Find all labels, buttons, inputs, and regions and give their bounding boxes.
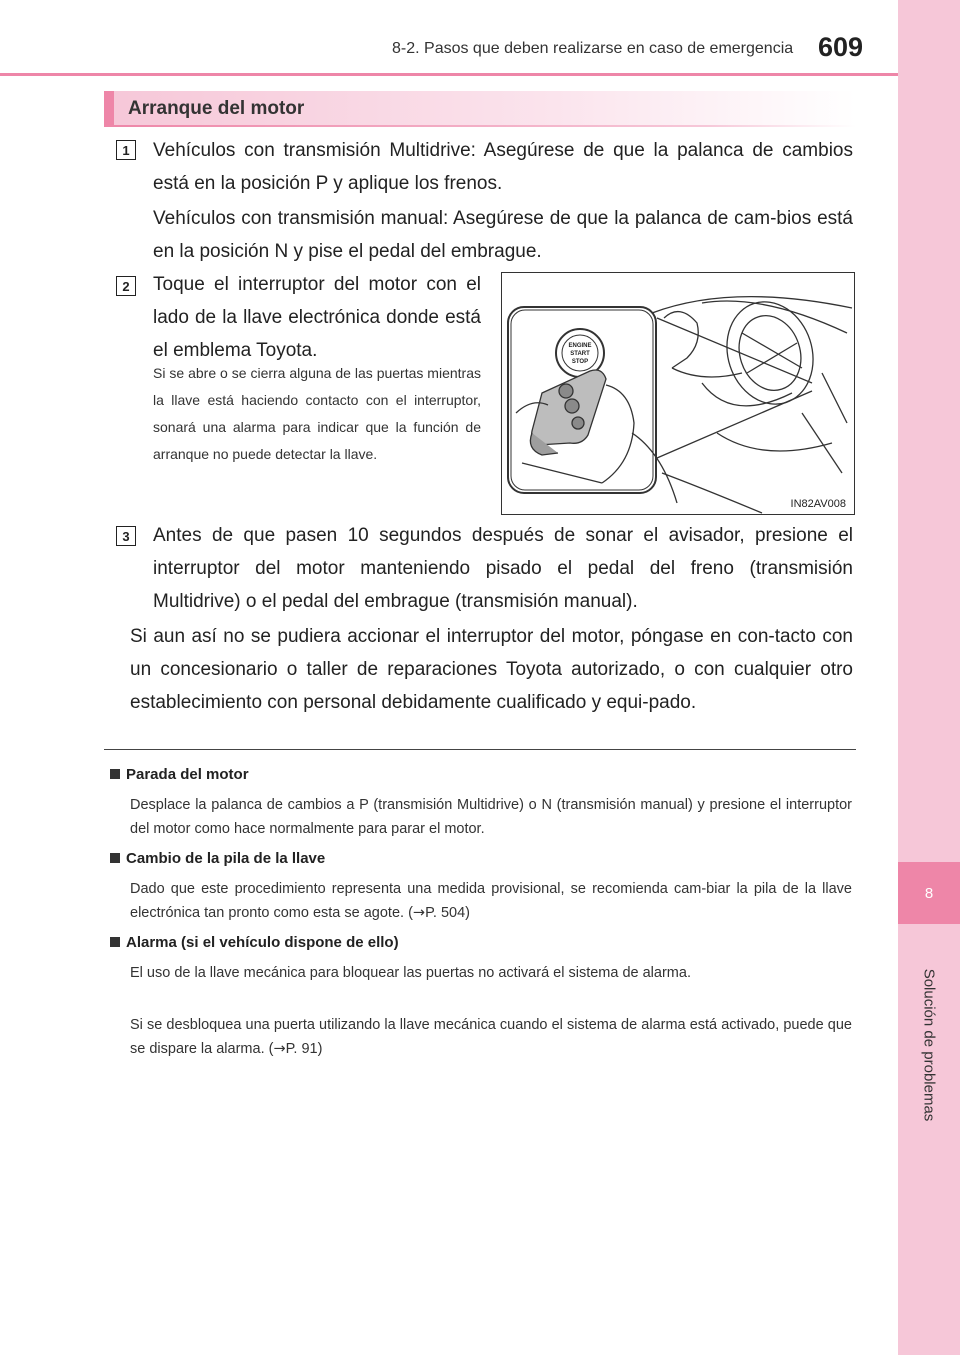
page-reference-link[interactable]: P. 504) [425, 905, 470, 921]
step-2-text: Toque el interruptor del motor con el lado de la llave electrónica donde está el emblema Toyota. [153, 274, 481, 361]
stop-label: STOP [571, 359, 589, 365]
note-battery-body [130, 877, 852, 925]
bullet-square-icon [110, 853, 120, 863]
chapter-title: Solución de problemas [920, 968, 938, 1122]
step-3-text: Antes de que pasen 10 segundos después de sonar el avisador, presione el interruptor del motor manteniendo pisado el pedal del freno (transmisión Multidrive) o el pedal del embrague (transmisión manual). [153, 525, 853, 612]
page-number: 609 [818, 32, 864, 62]
note-alarm-title [110, 934, 399, 951]
notes-divider [104, 749, 856, 750]
bullet-square-icon [110, 937, 120, 947]
note-alarm-body-2 [130, 1013, 852, 1061]
header-divider [0, 73, 898, 76]
note-title-text: Alarma (si el vehículo dispone de ello) [126, 934, 399, 951]
chapter-sidebar [898, 0, 960, 1355]
step-1-text-multidrive: Vehículos con transmisión Multidrive: Asegúrese de que la palanca de cambios está en la posición P y aplique los frenos. [153, 140, 853, 194]
chapter-number: 8 [924, 884, 934, 902]
note-battery-title [110, 850, 325, 867]
note-title-text: Parada del motor [126, 766, 249, 783]
note-stop-engine-body: Desplace la palanca de cambios a P (transmisión Multidrive) o N (transmisión manual) y presione el interruptor del motor como hace normalmente para parar el motor. [130, 797, 852, 837]
header-section-title: 8-2. Pasos que deben realizarse en caso de emergencia [392, 40, 794, 57]
page-reference-link[interactable]: P. 91) [285, 1041, 323, 1057]
note-alarm-text: Si se desbloquea una puerta utilizando la llave mecánica cuando el sistema de alarma está activado, puede que se dispare la alarma. ( [130, 1017, 852, 1057]
bullet-square-icon [110, 769, 120, 779]
section-heading [104, 91, 856, 125]
closing-paragraph: Si aun así no se pudiera accionar el interruptor del motor, póngase en con-tacto con un concesionario o taller de reparaciones Toyota autorizado, o con cualquier otro establecimiento con personal debidamente cualificado y equi-pado. [130, 626, 853, 713]
illustration-drawing [502, 273, 854, 514]
reference-arrow-icon: → [412, 905, 426, 921]
note-alarm-body: El uso de la llave mecánica para bloquear las puertas no activará el sistema de alarma. [130, 965, 691, 981]
step-1-text-manual: Vehículos con transmisión manual: Asegúrese de que la palanca de cam-bios está en la posición N y pise el pedal del embrague. [153, 208, 853, 262]
figure-code: IN82AV008 [790, 498, 846, 510]
step-2-number: 2 [116, 276, 136, 296]
section-heading-accent [104, 91, 114, 125]
key-touch-illustration [501, 272, 855, 515]
start-label: START [570, 351, 590, 357]
section-heading-text: Arranque del motor [128, 98, 305, 119]
step-1-number: 1 [116, 140, 136, 160]
engine-label: ENGINE [568, 343, 592, 349]
note-title-text: Cambio de la pila de la llave [126, 850, 326, 867]
chapter-title-container [898, 0, 960, 1355]
reference-arrow-icon: → [273, 1041, 286, 1057]
note-battery-text: Dado que este procedimiento representa una medida provisional, se recomienda cam-biar la pila de la llave electrónica tan pronto como esta se agote. ( [130, 881, 852, 921]
note-stop-engine-title [110, 766, 249, 783]
step-3-number: 3 [116, 526, 136, 546]
section-heading-underline [104, 125, 856, 127]
step-2-note: Si se abre o se cierra alguna de las puertas mientras la llave está haciendo contacto con el interruptor, sonará una alarma para indicar que la función de arranque no puede detectar la llave. [153, 365, 481, 462]
